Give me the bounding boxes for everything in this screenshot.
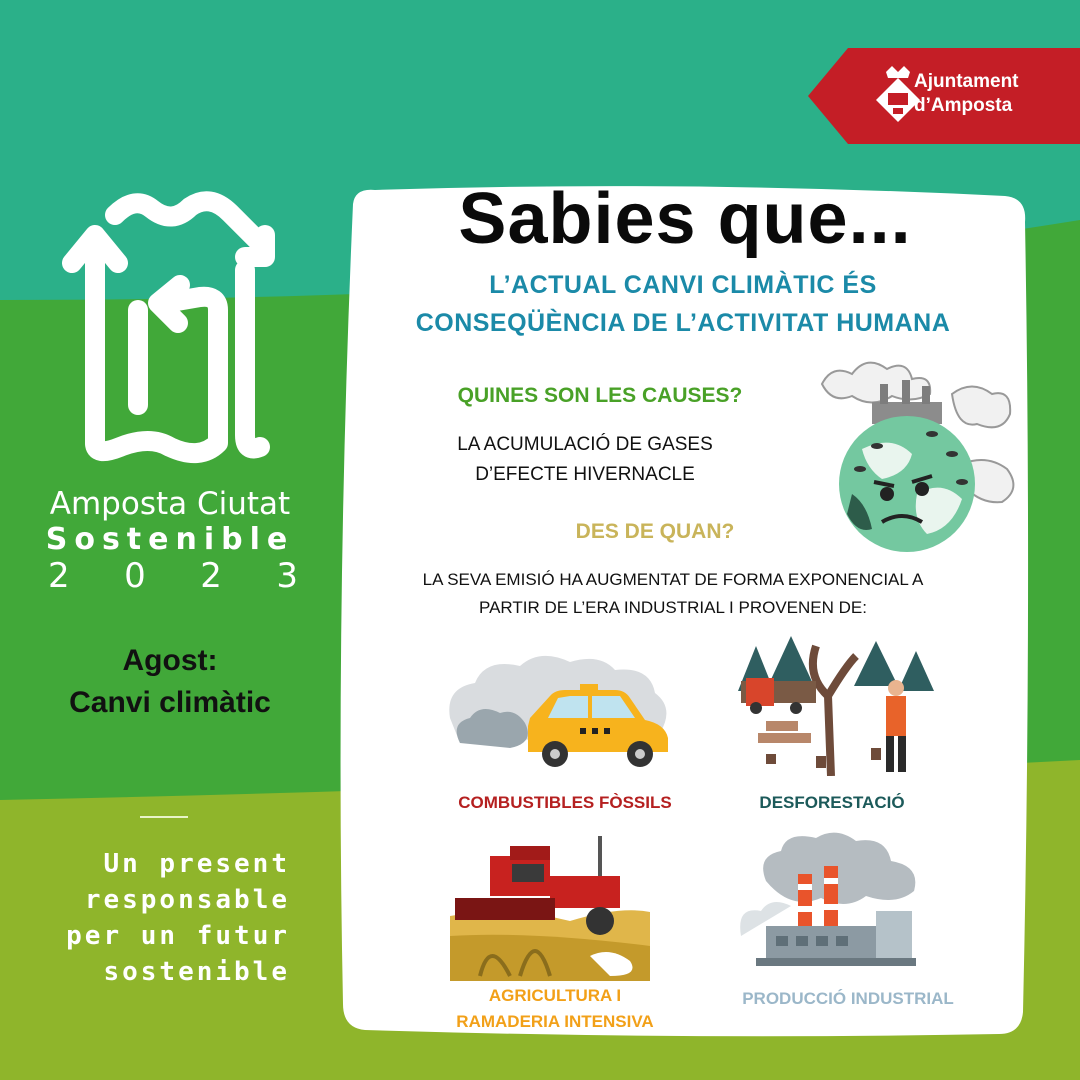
- brand-line2: Sostenible: [45, 522, 295, 557]
- institution-name: [914, 70, 1019, 118]
- causes-answer: [400, 430, 770, 490]
- year-digit: 0: [124, 556, 146, 596]
- tagline-line: responsable: [84, 885, 290, 915]
- year-digit: 2: [200, 556, 222, 596]
- deforestation-icon: [736, 636, 936, 776]
- taxi-smoke-icon: [440, 648, 680, 772]
- since-answer-line1: LA SEVA EMISIÓ HA AUGMENTAT DE FORMA EXPONENCIAL A: [422, 570, 924, 589]
- brand-line1: Amposta Ciutat: [49, 486, 291, 522]
- divider: [140, 816, 188, 818]
- month-topic: [30, 640, 310, 724]
- brand-year: [48, 556, 298, 596]
- subtitle: [360, 266, 1006, 342]
- institution-name-line1: Ajuntament: [914, 71, 1019, 92]
- subtitle-line2: CONSEQÜÈNCIA DE L’ACTIVITAT HUMANA: [415, 309, 951, 337]
- source-agriculture-line2: RAMADERIA INTENSIVA: [456, 1012, 654, 1031]
- causes-answer-line1: LA ACUMULACIÓ DE GASES: [457, 434, 713, 455]
- year-digit: 3: [276, 556, 298, 596]
- since-answer: [360, 566, 986, 622]
- page-title: Sabies que...: [458, 179, 912, 259]
- tagline-line: sostenible: [103, 957, 290, 987]
- institution-name-line2: d’Amposta: [914, 95, 1013, 116]
- month-label: Agost:: [122, 644, 218, 677]
- tagline-line: Un present: [103, 849, 290, 879]
- source-deforestation: DESFORESTACIÓ: [759, 793, 905, 812]
- harvester-icon: [450, 836, 650, 981]
- subtitle-line1: L’ACTUAL CANVI CLIMÀTIC ÉS: [489, 271, 877, 299]
- topic-label: Canvi climàtic: [69, 686, 271, 719]
- year-digit: 2: [48, 556, 70, 596]
- causes-heading: QUINES SON LES CAUSES?: [457, 384, 743, 407]
- source-agriculture-line1: AGRICULTURA I: [488, 986, 622, 1005]
- factory-smoke-icon: [736, 826, 932, 976]
- recycle-arrows-logo-icon: [40, 185, 290, 470]
- polluted-earth-icon: [812, 354, 1022, 560]
- causes-answer-line2: D’EFECTE HIVERNACLE: [475, 464, 695, 485]
- tagline-line: per un futur: [66, 921, 290, 951]
- source-fossil-fuels: COMBUSTIBLES FÒSSILS: [458, 793, 672, 812]
- since-answer-line2: PARTIR DE L’ERA INDUSTRIAL I PROVENEN DE:: [479, 598, 867, 617]
- tagline: [30, 846, 290, 990]
- source-agriculture: [410, 983, 700, 1035]
- source-industry: PRODUCCIÓ INDUSTRIAL: [742, 989, 954, 1008]
- since-heading: DES DE QUAN?: [575, 520, 735, 543]
